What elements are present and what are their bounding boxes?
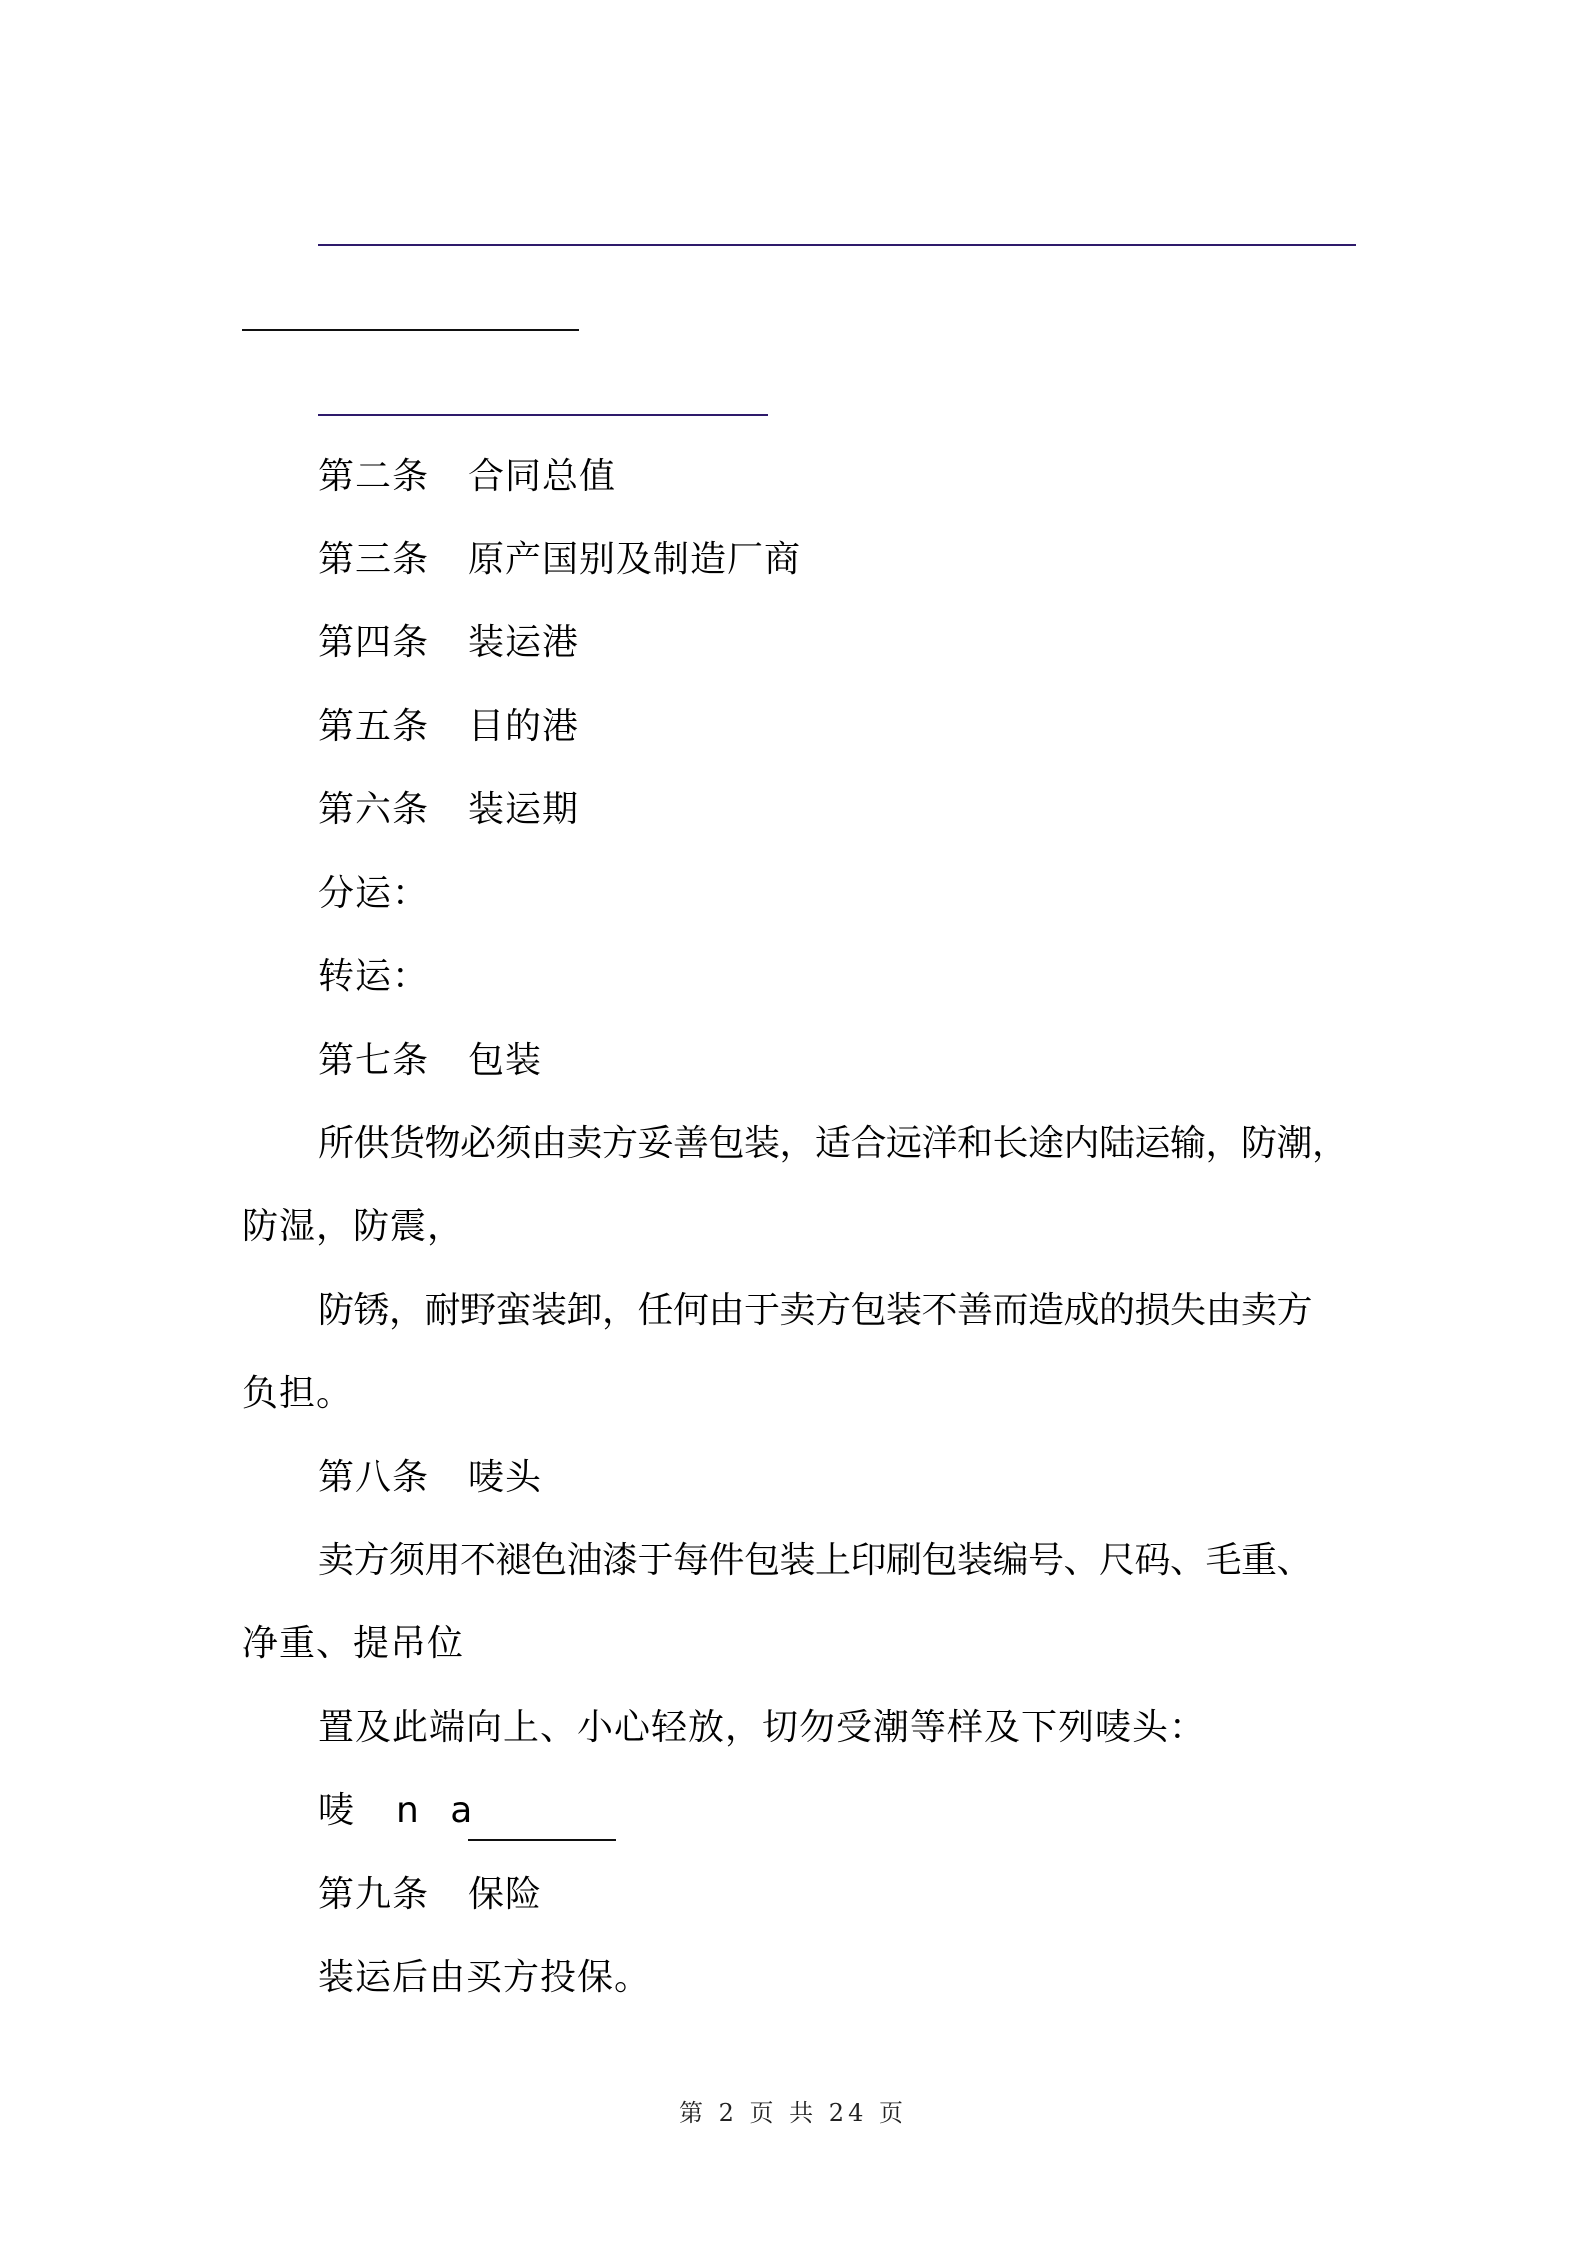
article-4-number: 第四条 (318, 622, 430, 663)
article-9-title: 保险 (468, 1874, 543, 1915)
transshipment (0, 947, 1586, 1007)
marking-paragraph-line-1 (0, 1531, 1586, 1591)
article-2-title: 合同总值 (468, 456, 617, 497)
blank-line-1 (318, 244, 1356, 246)
marking-text-2: 净重、提吊位 (242, 1623, 465, 1664)
article-6 (0, 780, 1586, 840)
article-4-title: 装运港 (468, 622, 580, 663)
partial-shipment (0, 864, 1586, 924)
article-3 (0, 530, 1586, 590)
packing-text-3: 防锈，耐野蛮装卸，任何由于卖方包装不善而造成的损失由卖方 (318, 1290, 1313, 1331)
article-8 (0, 1448, 1586, 1508)
transshipment-label: 转运： (318, 956, 430, 997)
page-footer: 第 2 页 共 24 页 (679, 2099, 907, 2127)
marking-paragraph-line-3 (0, 1698, 1586, 1758)
article-9 (0, 1865, 1586, 1925)
article-2-number: 第二条 (318, 456, 430, 497)
article-8-number: 第八条 (318, 1457, 430, 1498)
article-5-number: 第五条 (318, 706, 430, 747)
blank-line-2 (242, 329, 579, 331)
insurance-sentence: 装运后由买方投保。 (318, 1957, 652, 1998)
article-9-number: 第九条 (318, 1874, 430, 1915)
article-2 (0, 447, 1586, 507)
packing-paragraph-line-3 (0, 1281, 1586, 1341)
article-6-title: 装运期 (468, 789, 580, 830)
article-7 (0, 1031, 1586, 1091)
blank-line-3 (318, 414, 768, 416)
shipping-mark-label: 唛 (318, 1790, 356, 1831)
article-7-title: 包装 (468, 1040, 543, 1081)
packing-paragraph-line-2 (0, 1197, 1586, 1257)
article-6-number: 第六条 (318, 789, 430, 830)
article-8-title: 唛头 (468, 1457, 543, 1498)
packing-text-2: 防湿，防震， (242, 1206, 465, 1247)
partial-shipment-label: 分运： (318, 873, 430, 914)
article-5-title: 目的港 (468, 706, 580, 747)
marking-text-1: 卖方须用不褪色油漆于每件包装上印刷包装编号、尺码、毛重、 (318, 1540, 1313, 1581)
article-3-number: 第三条 (318, 539, 430, 580)
insurance-text (0, 1948, 1586, 2008)
article-7-number: 第七条 (318, 1040, 430, 1081)
packing-paragraph-line-1 (0, 1114, 1586, 1174)
packing-paragraph-line-4 (0, 1364, 1586, 1424)
packing-text-4: 负担。 (242, 1373, 354, 1414)
shipping-mark-value: n a (396, 1790, 483, 1831)
article-4 (0, 613, 1586, 673)
marking-text-3: 置及此端向上、小心轻放，切勿受潮等样及下列唛头： (318, 1707, 1207, 1748)
article-5 (0, 697, 1586, 757)
packing-text-1: 所供货物必须由卖方妥善包装，适合远洋和长途内陆运输，防潮， (318, 1123, 1348, 1164)
marking-paragraph-line-2 (0, 1614, 1586, 1674)
article-3-title: 原产国别及制造厂商 (468, 539, 802, 580)
shipping-mark-blank (468, 1781, 616, 1841)
shipping-mark (0, 1781, 1586, 1841)
